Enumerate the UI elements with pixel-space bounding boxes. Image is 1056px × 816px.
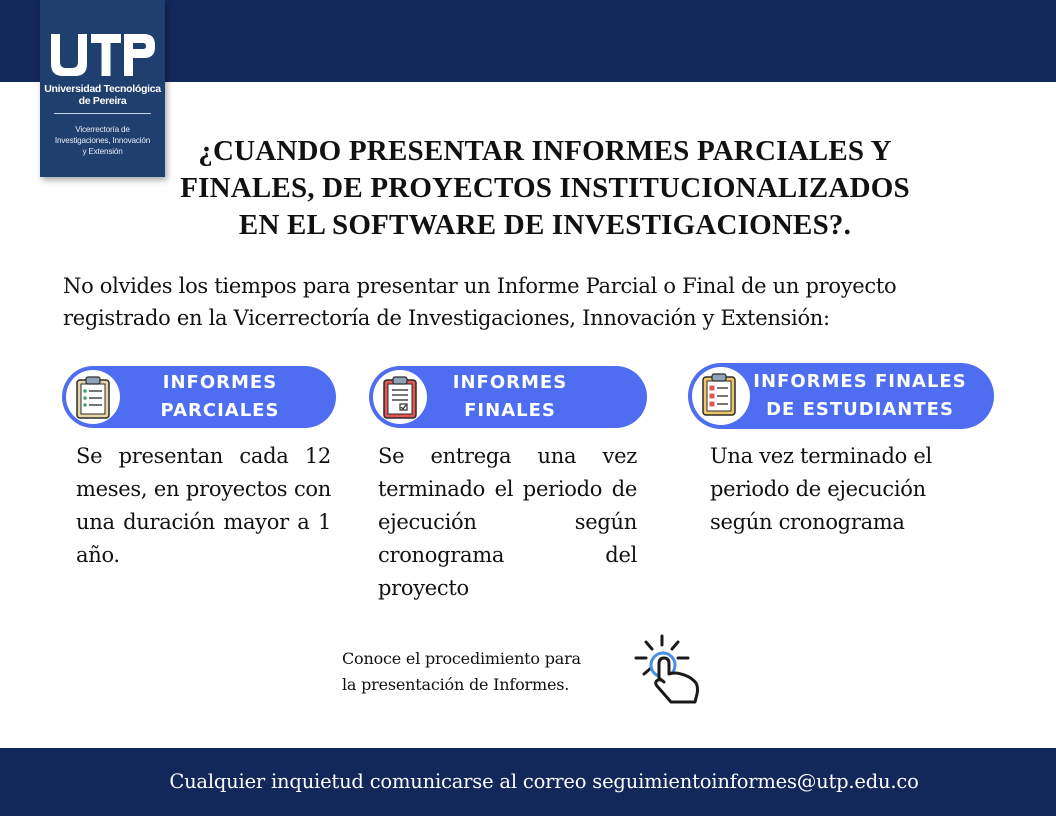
logo-sub-line-2: Investigaciones, Innovación bbox=[54, 136, 151, 145]
badge-informes-finales bbox=[369, 366, 647, 428]
card-text-estudiantes: Una vez terminado el periodo de ejecución según cronograma bbox=[710, 444, 932, 534]
badge-informes-estudiantes bbox=[688, 363, 994, 429]
logo-sub-line-3: y Extensión bbox=[82, 147, 123, 156]
utp-logo-mark bbox=[49, 30, 157, 80]
procedure-link-text[interactable] bbox=[342, 646, 632, 698]
report-clipboard-icon bbox=[381, 376, 419, 420]
title-line-3: EN EL SOFTWARE DE INVESTIGACIONES?. bbox=[238, 209, 852, 241]
badge-icon-circle bbox=[692, 367, 750, 425]
badge-label bbox=[128, 366, 312, 428]
cta-line-1: Conoce el procedimiento para bbox=[342, 649, 581, 668]
logo-university-name bbox=[40, 83, 165, 107]
checklist-clipboard-icon bbox=[74, 376, 112, 420]
page-title bbox=[90, 133, 1000, 244]
task-clipboard-icon bbox=[700, 373, 738, 417]
footer-contact: Cualquier inquietud comunicarse al correo seguimientoinformes@utp.edu.co bbox=[169, 770, 919, 793]
title-line-2: FINALES, DE PROYECTOS INSTITUCIONALIZADOS bbox=[180, 172, 910, 204]
tap-hand-icon[interactable] bbox=[632, 634, 714, 706]
intro-line-1: No olvides los tiempos para presentar un Informe Parcial o Final de un proyecto bbox=[63, 274, 897, 298]
badge-label-line-2: FINALES bbox=[464, 400, 556, 421]
badge-label-line-1: INFORMES bbox=[162, 372, 278, 393]
badge-label-line-1: INFORMES FINALES bbox=[753, 371, 967, 392]
badge-label bbox=[750, 363, 970, 429]
logo-name-line-1: Universidad Tecnológica bbox=[44, 83, 161, 95]
logo-sub-line-1: Vicerrectoría de bbox=[75, 125, 130, 134]
intro-line-2: registrado en la Vicerrectoría de Investigaciones, Innovación y Extensión: bbox=[63, 306, 830, 330]
badge-label-line-1: INFORMES bbox=[452, 372, 568, 393]
badge-informes-parciales bbox=[62, 366, 336, 428]
title-line-1: ¿CUANDO PRESENTAR INFORMES PARCIALES Y bbox=[198, 135, 892, 167]
badge-label bbox=[435, 366, 585, 428]
card-text-finales: Se entrega una vez terminado el periodo de ejecución según cronograma del proyecto bbox=[378, 444, 637, 600]
badge-icon-circle bbox=[66, 370, 120, 424]
badge-icon-circle bbox=[373, 370, 427, 424]
badge-label-line-2: PARCIALES bbox=[160, 400, 280, 421]
cta-line-2: la presentación de Informes. bbox=[342, 675, 570, 694]
logo-divider bbox=[54, 113, 151, 114]
intro-paragraph bbox=[63, 270, 1023, 334]
logo-name-line-2: de Pereira bbox=[78, 95, 127, 107]
badge-label-line-2: DE ESTUDIANTES bbox=[766, 399, 954, 420]
card-text-parciales: Se presentan cada 12 meses, en proyectos con una duración mayor a 1 año. bbox=[76, 444, 331, 567]
